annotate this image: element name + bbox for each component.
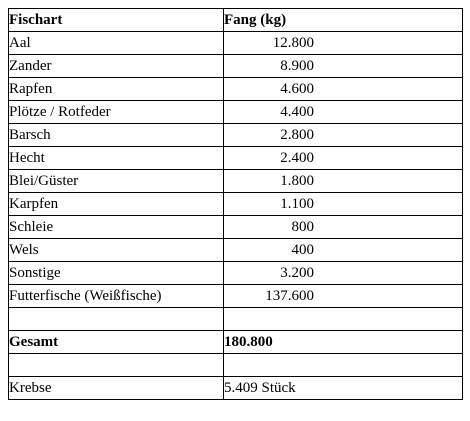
table-row <box>9 216 463 239</box>
table-row <box>9 239 463 262</box>
table-row <box>9 101 463 124</box>
table-row <box>9 147 463 170</box>
fish-catch-value: 2.800 <box>280 127 314 143</box>
fish-catch-cell <box>224 170 463 193</box>
fish-catch-cell <box>224 239 463 262</box>
fish-name: Wels <box>9 239 224 262</box>
table-row <box>9 262 463 285</box>
fish-name: Zander <box>9 55 224 78</box>
total-label: Gesamt <box>9 331 224 354</box>
fish-name: Schleie <box>9 216 224 239</box>
fish-catch-value: 4.600 <box>280 81 314 97</box>
fish-name: Plötze / Rotfeder <box>9 101 224 124</box>
table-header-row <box>9 9 463 32</box>
fish-name: Karpfen <box>9 193 224 216</box>
fish-catch-table <box>8 8 463 400</box>
fish-catch-value: 1.800 <box>280 173 314 189</box>
fish-catch-cell <box>224 78 463 101</box>
fish-catch-value: 2.400 <box>280 150 314 166</box>
header-fischart: Fischart <box>9 9 224 32</box>
table-row <box>9 193 463 216</box>
fish-name: Barsch <box>9 124 224 147</box>
empty-cell <box>224 354 463 377</box>
fish-catch-cell <box>224 262 463 285</box>
fish-catch-value: 3.200 <box>280 265 314 281</box>
fish-catch-cell <box>224 55 463 78</box>
table-row <box>9 78 463 101</box>
fish-name: Sonstige <box>9 262 224 285</box>
header-fang: Fang (kg) <box>224 9 463 32</box>
empty-cell <box>9 354 224 377</box>
table-row <box>9 124 463 147</box>
fish-name: Futterfische (Weißfische) <box>9 285 224 308</box>
fish-catch-cell <box>224 32 463 55</box>
fish-name: Rapfen <box>9 78 224 101</box>
empty-cell <box>224 308 463 331</box>
fish-catch-value: 1.100 <box>280 196 314 212</box>
table-row <box>9 55 463 78</box>
fish-catch-cell <box>224 101 463 124</box>
fish-catch-value: 12.800 <box>272 35 314 51</box>
krebse-value: 5.409 Stück <box>224 377 463 400</box>
fish-name: Hecht <box>9 147 224 170</box>
total-row <box>9 331 463 354</box>
krebse-label: Krebse <box>9 377 224 400</box>
fish-catch-value: 4.400 <box>280 104 314 120</box>
fish-catch-cell <box>224 147 463 170</box>
table-row <box>9 32 463 55</box>
empty-cell <box>9 308 224 331</box>
fish-name: Aal <box>9 32 224 55</box>
empty-row <box>9 308 463 331</box>
fish-catch-cell <box>224 124 463 147</box>
fish-catch-value: 8.900 <box>280 58 314 74</box>
fish-catch-value: 137.600 <box>265 288 314 304</box>
fish-catch-cell <box>224 193 463 216</box>
empty-row <box>9 354 463 377</box>
table-row <box>9 170 463 193</box>
fish-catch-cell <box>224 216 463 239</box>
total-value: 180.800 <box>224 331 463 354</box>
fish-catch-value: 400 <box>291 242 314 258</box>
table-row <box>9 285 463 308</box>
krebse-row <box>9 377 463 400</box>
fish-name: Blei/Güster <box>9 170 224 193</box>
fish-catch-cell <box>224 285 463 308</box>
fish-catch-value: 800 <box>291 219 314 235</box>
